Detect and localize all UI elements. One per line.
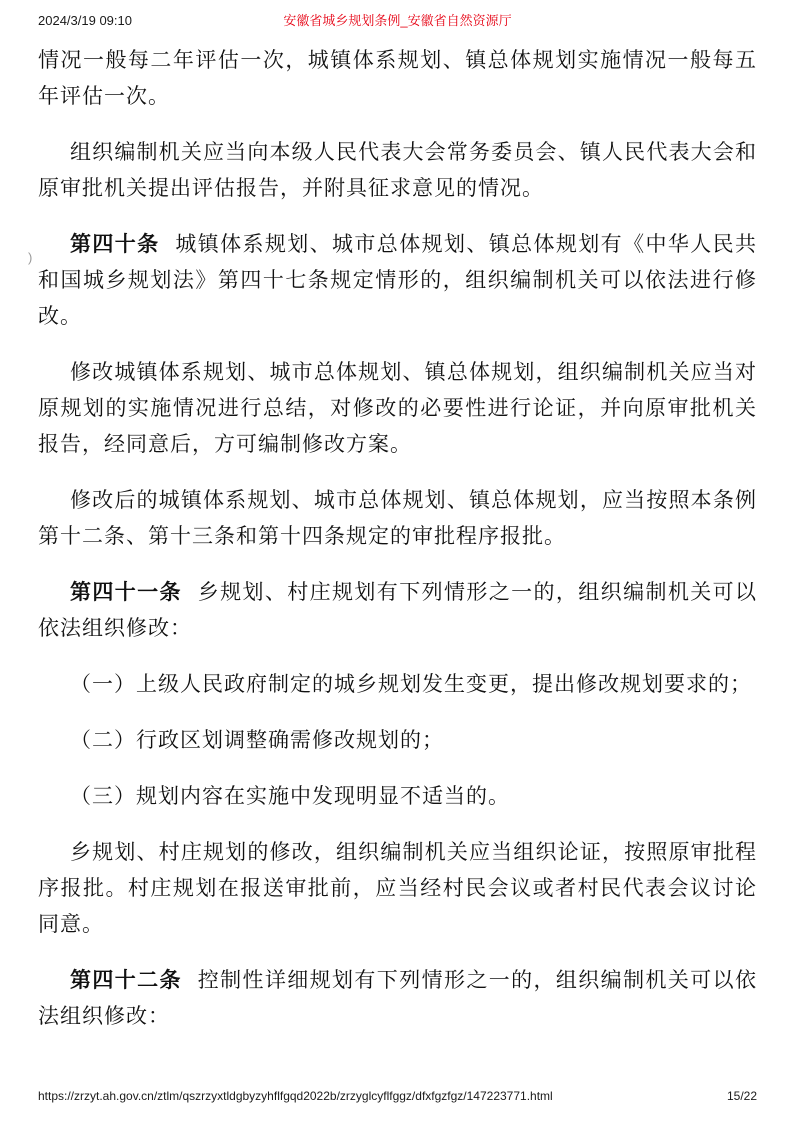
- paragraph: [38, 722, 757, 758]
- paragraph: [38, 354, 757, 462]
- paragraph-text: 控制性详细规划有下列情形之一的，组织编制机关可以依法组织修改：: [38, 968, 758, 1028]
- paragraph-text: 修改城镇体系规划、城市总体规划、镇总体规划，组织编制机关应当对原规划的实施情况进行总结，对修改的必要性进行论证，并向原审批机关报告，经同意后，方可编制修改方案。: [38, 360, 757, 456]
- paragraph-text: （二）行政区划调整确需修改规划的；: [70, 728, 444, 752]
- paragraph: [38, 778, 757, 814]
- print-datetime: 2024/3/19 09:10: [38, 13, 132, 28]
- print-header: [38, 12, 757, 30]
- paragraph-text: （一）上级人民政府制定的城乡规划发生变更，提出修改规划要求的；: [70, 672, 752, 696]
- document-title: 安徽省城乡规划条例_安徽省自然资源厅: [283, 13, 512, 28]
- paragraph-text: 组织编制机关应当向本级人民代表大会常务委员会、镇人民代表大会和原审批机关提出评估报告，并附具征求意见的情况。: [38, 140, 757, 200]
- paragraph: [38, 962, 757, 1034]
- paragraph-text: 乡规划、村庄规划的修改，组织编制机关应当组织论证，按照原审批程序报批。村庄规划在报送审批前，应当经村民会议或者村民代表会议讨论同意。: [38, 840, 757, 936]
- article-number: 第四十条: [70, 232, 160, 256]
- document-body: [38, 42, 757, 1054]
- paragraph: [38, 226, 757, 334]
- paragraph: [38, 834, 757, 942]
- paragraph: [38, 134, 757, 206]
- paragraph-text: 城镇体系规划、城市总体规划、镇总体规划有《中华人民共和国城乡规划法》第四十七条规定情形的，组织编制机关可以依法进行修改。: [38, 232, 758, 328]
- scan-artifact-mark: ): [28, 250, 33, 265]
- paragraph: [38, 482, 757, 554]
- paragraph-text: （三）规划内容在实施中发现明显不适当的。: [70, 784, 510, 808]
- paragraph-text: 情况一般每二年评估一次，城镇体系规划、镇总体规划实施情况一般每五年评估一次。: [38, 48, 757, 108]
- paragraph: [38, 574, 757, 646]
- page-number-indicator: 15/22: [726, 1089, 757, 1103]
- paragraph: [38, 42, 757, 114]
- article-number: 第四十一条: [70, 580, 182, 604]
- paragraph-text: 乡规划、村庄规划有下列情形之一的，组织编制机关可以依法组织修改：: [38, 580, 758, 640]
- article-number: 第四十二条: [70, 968, 182, 992]
- paragraph: [38, 666, 757, 702]
- paragraph-text: 修改后的城镇体系规划、城市总体规划、镇总体规划，应当按照本条例第十二条、第十三条和第十四条规定的审批程序报批。: [38, 488, 757, 548]
- print-footer: [38, 1088, 757, 1104]
- source-url: https://zrzyt.ah.gov.cn/ztlm/qszrzyxtldgbyzyhflfgqd2022b/zrzyglcyflfggz/dfxfgzfgz/147223771.html: [38, 1089, 553, 1103]
